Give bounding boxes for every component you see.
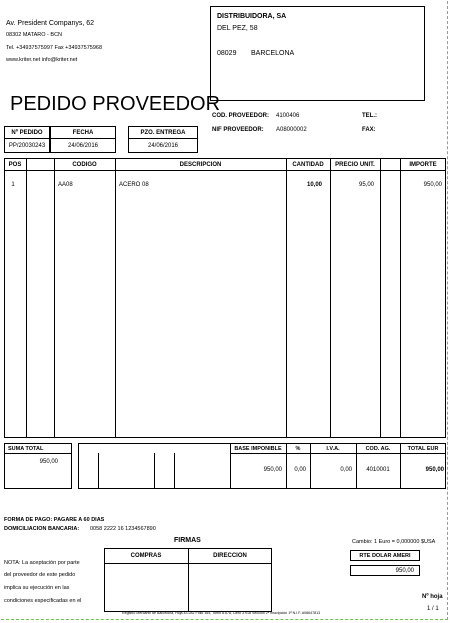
col-divider	[380, 158, 381, 438]
cod-proveedor-label: COD. PROVEEDOR:	[212, 113, 270, 119]
footer-registry: Registro Mercantil de Barcelona, Hoja 43.282 Folio 164, Tomo 8.678, Libro 3.918 Sección 2ª Inscripción 1ª N.I.F. A08647813	[122, 611, 321, 615]
pct-value: 0,00	[294, 467, 306, 473]
exchange-rate: Cambio: 1 Euro = 0,000000 $USA	[352, 539, 436, 545]
col-divider	[286, 158, 287, 438]
suma-total-value: 950,00	[39, 459, 58, 465]
row-code: AA08	[58, 182, 73, 188]
company-web: www.kriter.net info@kriter.net	[6, 57, 78, 63]
nota-line: implica su ejecución en las	[4, 585, 70, 591]
forma-de-pago: FORMA DE PAGO: PAGARE A 60 DIAS	[4, 517, 105, 523]
row-pos: 1	[11, 182, 15, 188]
iva-label: I.V.A.	[326, 445, 340, 452]
col-divider	[330, 158, 331, 438]
nota-line: del proveedor de este pedido	[4, 572, 76, 578]
supplier-address-box	[210, 6, 425, 101]
order-date-value: 24/06/2016	[67, 142, 99, 149]
fax-label: FAX:	[362, 127, 376, 133]
totals-header-divider	[230, 453, 446, 454]
col-divider	[54, 158, 55, 438]
total-eur-label: TOTAL EUR	[407, 445, 439, 452]
domiciliacion-value: 0058 2222 16 1234567890	[90, 526, 156, 532]
firmas-direccion: DIRECCION	[213, 552, 247, 559]
supplier-postal: 08029	[217, 50, 237, 57]
col-divider	[400, 158, 401, 438]
firmas-compras: COMPRAS	[130, 552, 162, 559]
company-phones: Tel. +34937575997 Fax +34937575968	[6, 45, 103, 51]
base-imponible-value: 950,00	[263, 467, 282, 473]
supplier-city: BARCELONA	[251, 50, 295, 57]
row-amount: 950,00	[423, 182, 442, 188]
rte-value: 950,00	[395, 567, 414, 574]
totals-divider	[98, 453, 99, 489]
iva-value: 0,00	[340, 467, 352, 473]
pct-label: %	[295, 445, 301, 452]
header-codigo: CODIGO	[72, 161, 97, 168]
supplier-name: DISTRIBUIDORA, SA	[217, 13, 287, 20]
nota-line: condiciones especificadas en el	[4, 598, 82, 604]
suma-divider	[4, 453, 72, 454]
base-imponible-label: BASE IMPONIBLE	[234, 445, 282, 452]
company-address: Av. President Companys, 62	[6, 20, 95, 27]
header-importe: IMPORTE	[409, 161, 437, 168]
nota-line: NOTA: La aceptación por parte	[4, 560, 80, 566]
delivery-date-label: PZO. ENTREGA	[140, 129, 186, 136]
order-number-value: PP/20030243	[8, 142, 46, 149]
header-cantidad: CANTIDAD	[292, 161, 324, 168]
cod-ag-label: COD. AG.	[365, 445, 391, 452]
document-title: PEDIDO PROVEEDOR	[10, 93, 221, 115]
row-quantity: 10,00	[306, 182, 322, 188]
company-city: 08302 MATARO - BCN	[6, 32, 63, 38]
header-pos: POS	[8, 161, 22, 168]
row-description: ACERO 08	[119, 182, 149, 188]
col-divider	[26, 158, 27, 438]
total-eur-value: 950,00	[425, 467, 444, 473]
row-price: 95,00	[358, 182, 374, 188]
totals-divider	[154, 453, 155, 489]
delivery-date-value: 24/06/2016	[147, 142, 179, 149]
supplier-street: DEL PEZ, 58	[217, 25, 258, 32]
cod-ag-value: 4010001	[366, 467, 390, 473]
suma-total-label: SUMA TOTAL	[8, 445, 44, 452]
totals-divider	[174, 453, 175, 489]
col-divider	[115, 158, 116, 438]
order-date-label: FECHA	[72, 129, 94, 136]
nif-proveedor-label: NIF PROVEEDOR:	[212, 127, 264, 133]
header-descripcion: DESCRIPCION	[179, 161, 222, 168]
rte-label: RTE DOLAR AMERI	[359, 552, 411, 559]
hoja-value: 1 / 1	[427, 606, 439, 612]
nif-proveedor-value: A08000002	[276, 127, 307, 133]
cod-proveedor-value: 4100406	[276, 113, 300, 119]
hoja-label: Nº hoja	[422, 594, 443, 600]
domiciliacion-label: DOMICILIACION BANCARIA:	[4, 526, 80, 532]
tel-label: TEL.:	[362, 113, 377, 119]
header-precio: PRECIO UNIT.	[335, 161, 375, 168]
firmas-title: FIRMAS	[174, 537, 201, 544]
order-number-label: Nº PEDIDO	[11, 129, 43, 136]
